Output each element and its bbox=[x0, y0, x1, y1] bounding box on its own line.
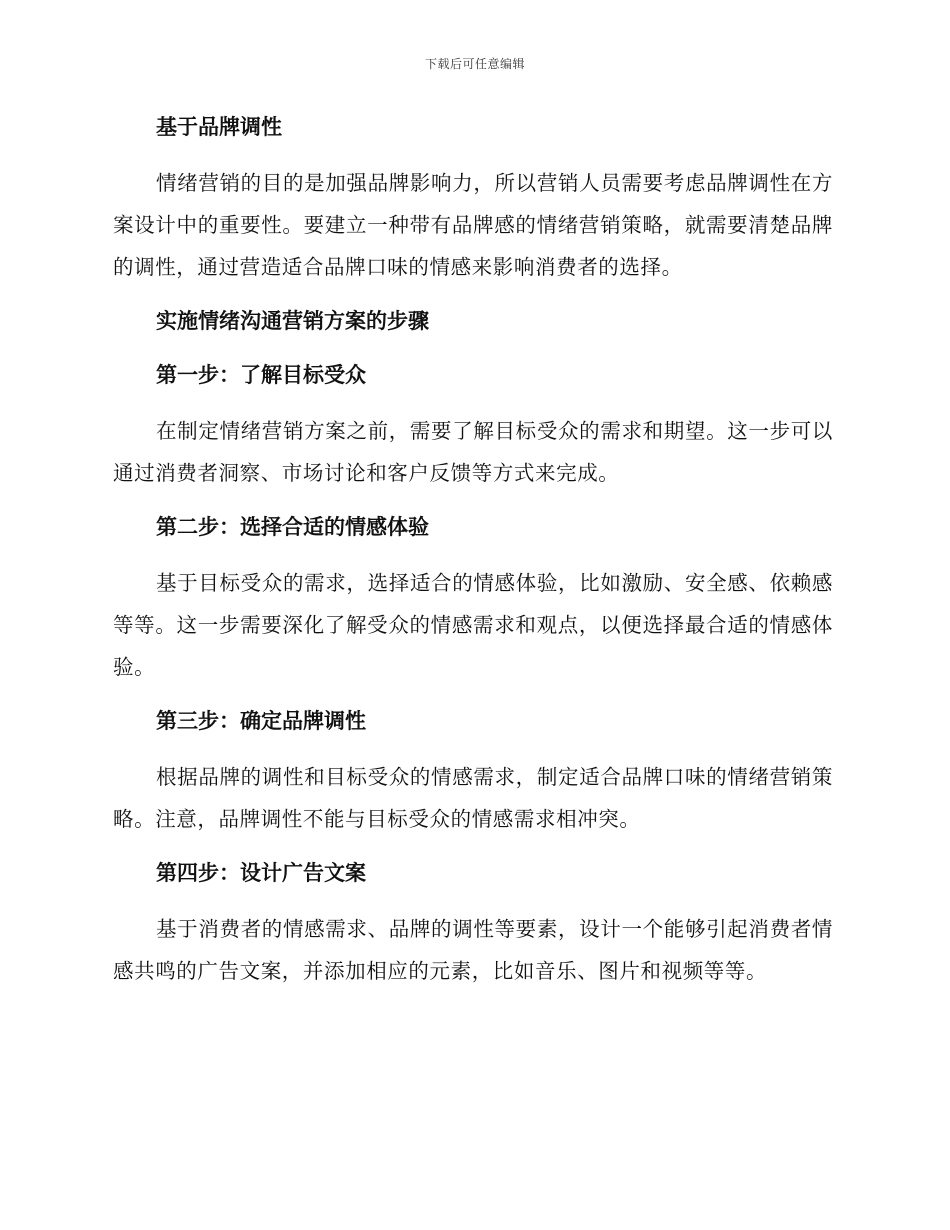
heading-step-three: 第三步：确定品牌调性 bbox=[156, 709, 366, 733]
heading-step-two: 第二步：选择合适的情感体验 bbox=[156, 515, 429, 539]
paragraph-step-four: 基于消费者的情感需求、品牌的调性等要素，设计一个能够引起消费者情感共鸣的广告文案，并添加相应的元素，比如音乐、图片和视频等等。 bbox=[113, 917, 833, 983]
heading-brand-tone: 基于品牌调性 bbox=[156, 115, 282, 139]
paragraph-brand-tone: 情绪营销的目的是加强品牌影响力，所以营销人员需要考虑品牌调性在方案设计中的重要性。要建立一种带有品牌感的情绪营销策略，就需要清楚品牌的调性，通过营造适合品牌口味的情感来影响消费者的选择。 bbox=[113, 171, 833, 279]
heading-implementation-steps: 实施情绪沟通营销方案的步骤 bbox=[156, 309, 429, 333]
heading-step-one: 第一步：了解目标受众 bbox=[156, 363, 366, 387]
heading-step-four: 第四步：设计广告文案 bbox=[156, 861, 366, 885]
paragraph-step-two: 基于目标受众的需求，选择适合的情感体验，比如激励、安全感、依赖感等等。这一步需要深化了解受众的情感需求和观点，以便选择最合适的情感体验。 bbox=[113, 571, 833, 679]
document-body bbox=[113, 108, 833, 1006]
paragraph-step-three: 根据品牌的调性和目标受众的情感需求，制定适合品牌口味的情绪营销策略。注意，品牌调性不能与目标受众的情感需求相冲突。 bbox=[113, 765, 833, 831]
paragraph-step-one: 在制定情绪营销方案之前，需要了解目标受众的需求和期望。这一步可以通过消费者洞察、市场讨论和客户反馈等方式来完成。 bbox=[113, 419, 833, 485]
header-note: 下载后可任意编辑 bbox=[424, 57, 525, 71]
